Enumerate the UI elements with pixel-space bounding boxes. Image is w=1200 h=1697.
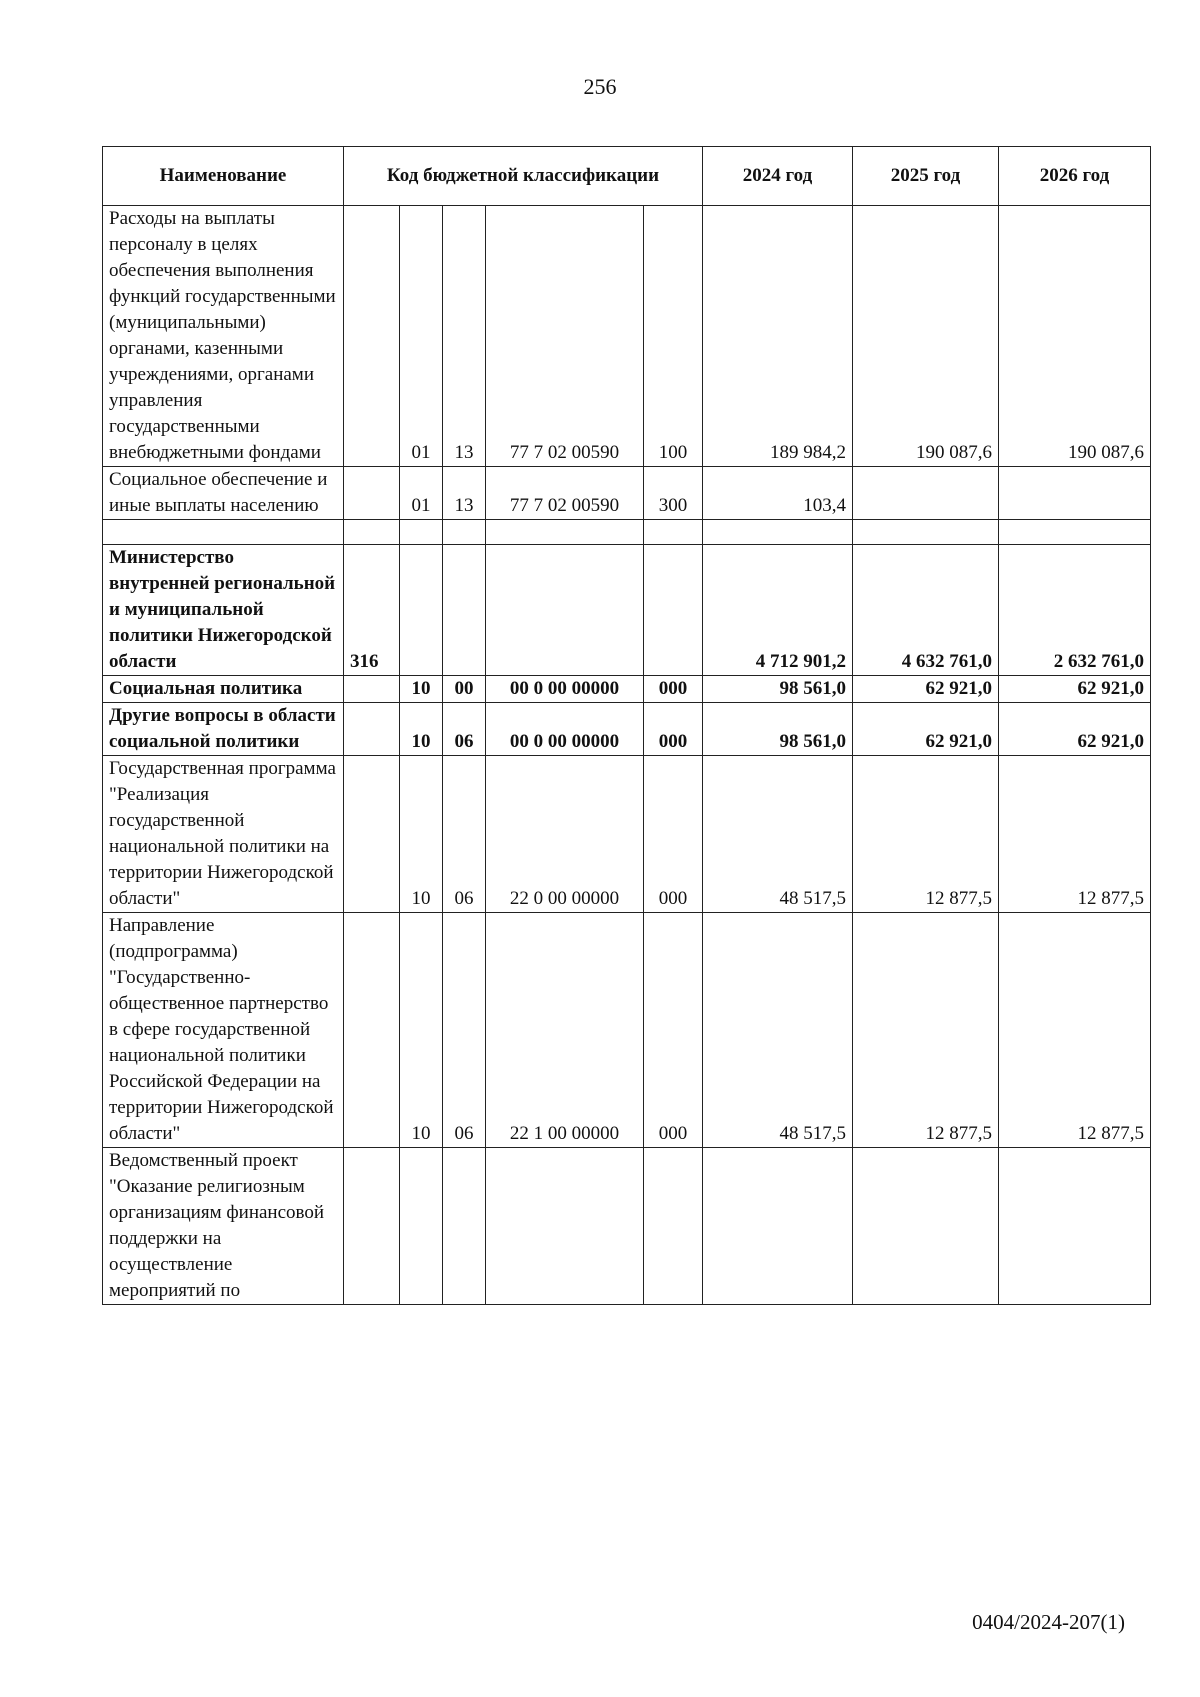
row-rz: 10 <box>400 676 443 703</box>
budget-table <box>102 146 1151 1305</box>
row-2025 <box>853 467 999 520</box>
row-2024: 48 517,5 <box>703 913 853 1148</box>
row-name: Социальная политика <box>103 676 344 703</box>
row-vr: 300 <box>644 467 703 520</box>
row-vr: 000 <box>644 703 703 756</box>
table-row <box>103 206 1151 467</box>
row-2026: 2 632 761,0 <box>999 545 1151 676</box>
row-name: Другие вопросы в области социальной политики <box>103 703 344 756</box>
row-rz: 01 <box>400 206 443 467</box>
row-name: Ведомственный проект "Оказание религиозным организациям финансовой поддержки на осуществление мероприятий по <box>103 1148 344 1305</box>
table-row <box>103 703 1151 756</box>
row-vr: 000 <box>644 676 703 703</box>
row-2026: 12 877,5 <box>999 913 1151 1148</box>
blank-cell <box>486 520 644 545</box>
row-rz: 10 <box>400 913 443 1148</box>
row-gkrbs <box>344 756 400 913</box>
row-pr: 00 <box>443 676 486 703</box>
row-rz: 10 <box>400 703 443 756</box>
row-2025: 12 877,5 <box>853 756 999 913</box>
row-pr: 06 <box>443 756 486 913</box>
row-csr <box>486 545 644 676</box>
row-name: Государственная программа "Реализация государственной национальной политики на территории Нижегородской области" <box>103 756 344 913</box>
row-gkrbs: 316 <box>344 545 400 676</box>
row-2024: 103,4 <box>703 467 853 520</box>
blank-cell <box>853 520 999 545</box>
header-2025: 2025 год <box>853 147 999 206</box>
row-2024 <box>703 1148 853 1305</box>
row-2026 <box>999 1148 1151 1305</box>
row-rz <box>400 1148 443 1305</box>
row-gkrbs <box>344 467 400 520</box>
row-csr: 22 0 00 00000 <box>486 756 644 913</box>
row-name: Расходы на выплаты персоналу в целях обеспечения выполнения функций государственными (муниципальными) органами, казенными учреждениями, органами управления государственными внебюджетными фондами <box>103 206 344 467</box>
table-row <box>103 1148 1151 1305</box>
row-gkrbs <box>344 703 400 756</box>
header-2024: 2024 год <box>703 147 853 206</box>
row-rz <box>400 545 443 676</box>
row-2024: 4 712 901,2 <box>703 545 853 676</box>
blank-cell <box>344 520 400 545</box>
row-name: Министерство внутренней региональной и муниципальной политики Нижегородской области <box>103 545 344 676</box>
table-row <box>103 676 1151 703</box>
row-gkrbs <box>344 913 400 1148</box>
table-row <box>103 545 1151 676</box>
row-2024: 189 984,2 <box>703 206 853 467</box>
row-2024: 98 561,0 <box>703 703 853 756</box>
row-2026 <box>999 467 1151 520</box>
row-csr: 00 0 00 00000 <box>486 703 644 756</box>
row-name: Направление (подпрограмма) "Государственно-общественное партнерство в сфере государственной национальной политики Российской Федерации на территории Нижегородской области" <box>103 913 344 1148</box>
document-code: 0404/2024-207(1) <box>972 1610 1125 1634</box>
row-gkrbs <box>344 676 400 703</box>
row-2025: 12 877,5 <box>853 913 999 1148</box>
row-pr <box>443 545 486 676</box>
row-pr: 13 <box>443 467 486 520</box>
page-number: 256 <box>583 74 617 99</box>
table-row <box>103 756 1151 913</box>
header-name: Наименование <box>103 147 344 206</box>
row-vr: 000 <box>644 756 703 913</box>
row-csr: 22 1 00 00000 <box>486 913 644 1148</box>
row-csr <box>486 1148 644 1305</box>
row-2025: 190 087,6 <box>853 206 999 467</box>
row-2025: 62 921,0 <box>853 703 999 756</box>
blank-cell <box>999 520 1151 545</box>
row-2024: 48 517,5 <box>703 756 853 913</box>
row-csr: 00 0 00 00000 <box>486 676 644 703</box>
row-2025: 62 921,0 <box>853 676 999 703</box>
table-row <box>103 913 1151 1148</box>
row-rz: 01 <box>400 467 443 520</box>
header-code: Код бюджетной классификации <box>344 147 703 206</box>
row-csr: 77 7 02 00590 <box>486 206 644 467</box>
row-2025 <box>853 1148 999 1305</box>
row-2025: 4 632 761,0 <box>853 545 999 676</box>
row-vr: 100 <box>644 206 703 467</box>
row-rz: 10 <box>400 756 443 913</box>
blank-cell <box>103 520 344 545</box>
row-gkrbs <box>344 206 400 467</box>
row-vr <box>644 545 703 676</box>
table-row <box>103 467 1151 520</box>
row-name: Социальное обеспечение и иные выплаты населению <box>103 467 344 520</box>
row-vr: 000 <box>644 913 703 1148</box>
header-2026: 2026 год <box>999 147 1151 206</box>
blank-row <box>103 520 1151 545</box>
row-vr <box>644 1148 703 1305</box>
row-2024: 98 561,0 <box>703 676 853 703</box>
row-2026: 190 087,6 <box>999 206 1151 467</box>
table-header-row <box>103 147 1151 206</box>
row-gkrbs <box>344 1148 400 1305</box>
row-pr: 06 <box>443 913 486 1148</box>
row-2026: 62 921,0 <box>999 676 1151 703</box>
blank-cell <box>400 520 443 545</box>
row-2026: 12 877,5 <box>999 756 1151 913</box>
row-2026: 62 921,0 <box>999 703 1151 756</box>
blank-cell <box>703 520 853 545</box>
row-pr <box>443 1148 486 1305</box>
row-pr: 06 <box>443 703 486 756</box>
blank-cell <box>644 520 703 545</box>
blank-cell <box>443 520 486 545</box>
row-pr: 13 <box>443 206 486 467</box>
row-csr: 77 7 02 00590 <box>486 467 644 520</box>
